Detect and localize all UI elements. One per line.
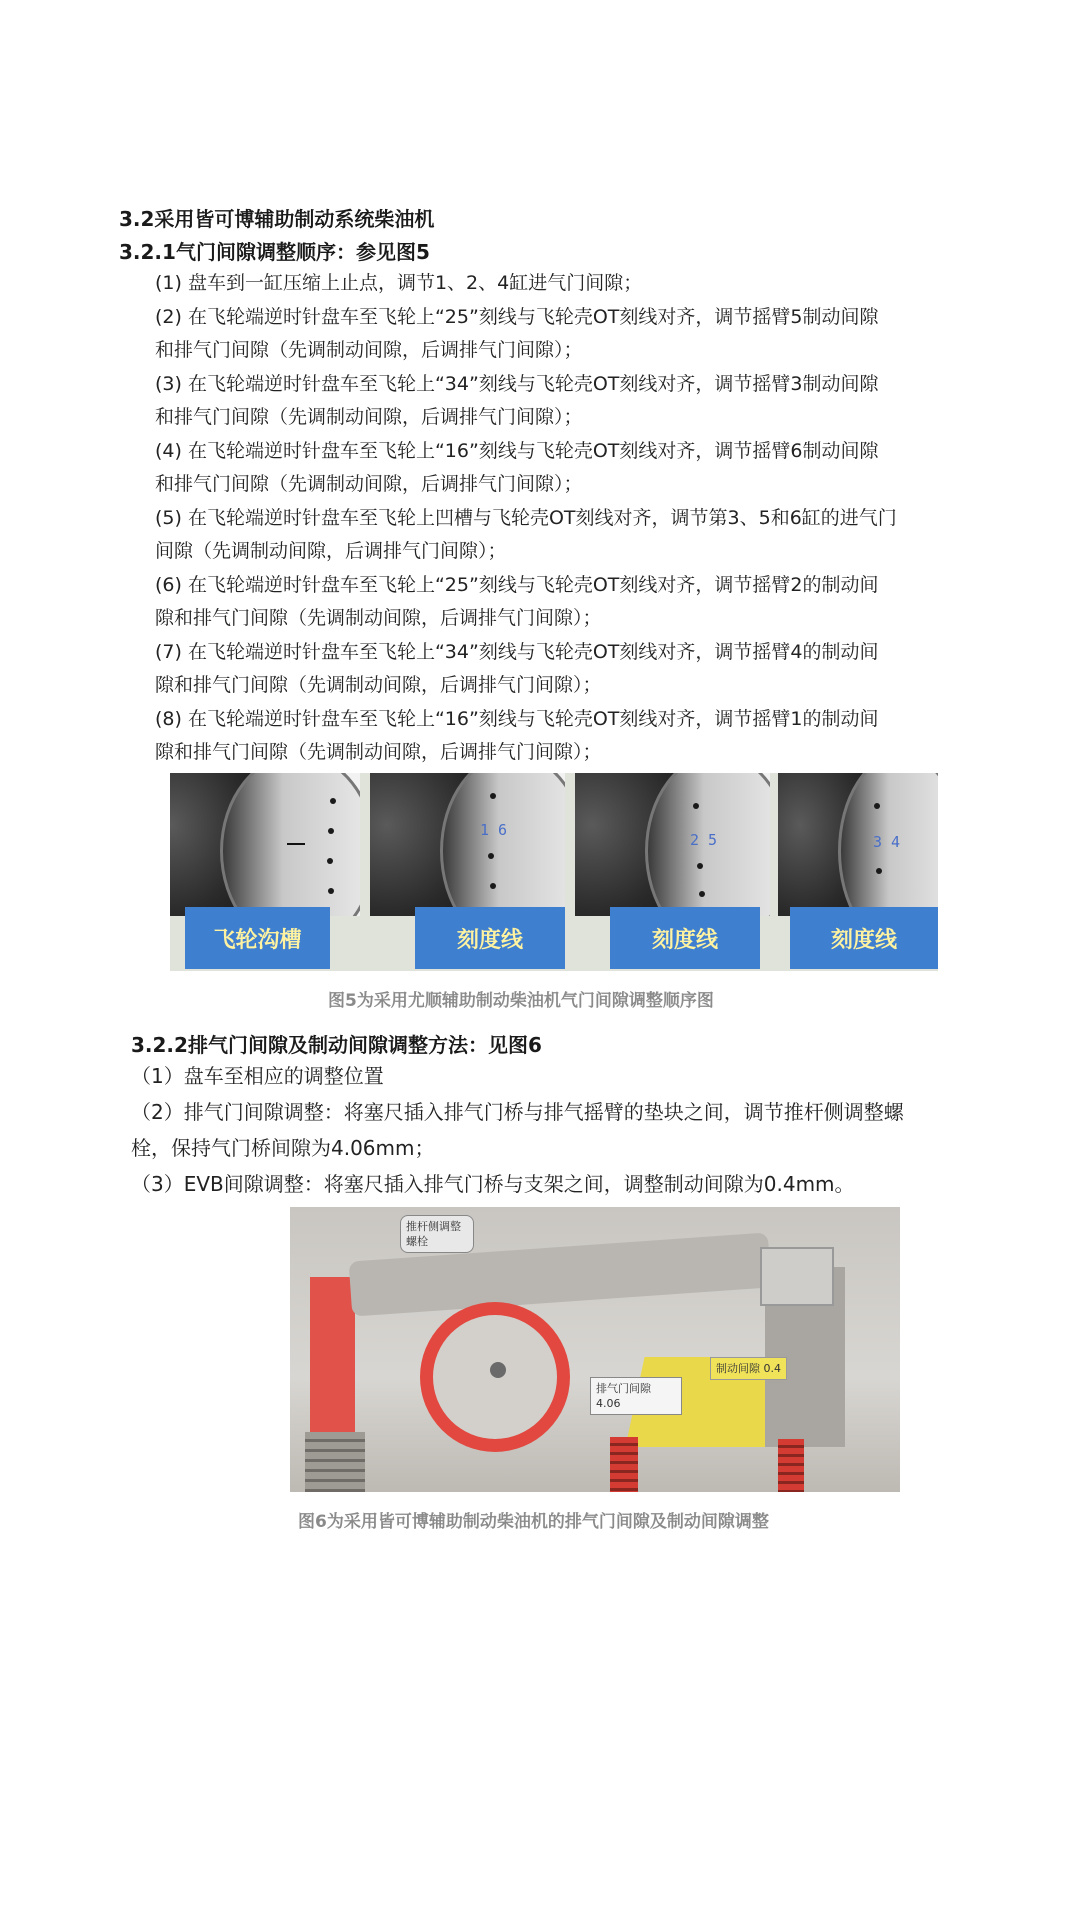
callout-exhaust-clearance: 排气门间隙 4.06: [590, 1377, 682, 1415]
scale-mark-25: 2 5: [690, 831, 718, 849]
step-line: (6) 在飞轮端逆时针盘车至飞轮上“25”刻线与飞轮壳OT刻线对齐，调节摇臂2的制动间: [155, 574, 879, 596]
step-line: (3) 在飞轮端逆时针盘车至飞轮上“34”刻线与飞轮壳OT刻线对齐，调节摇臂3制动间隙: [155, 373, 879, 395]
subsection-heading-321: 3.2.1气门间隙调整顺序：参见图5: [119, 240, 430, 264]
step-line: (7) 在飞轮端逆时针盘车至飞轮上“34”刻线与飞轮壳OT刻线对齐，调节摇臂4的制动间: [155, 641, 879, 663]
method-line: （3）EVB间隙调整：将塞尺插入排气门桥与支架之间，调整制动间隙为0.4mm。: [131, 1172, 855, 1196]
step-line: 隙和排气门间隙（先调制动间隙，后调排气门间隙）；: [155, 741, 602, 763]
method-line: 栓，保持气门桥间隙为4.06mm；: [131, 1136, 435, 1160]
step-line: 隙和排气门间隙（先调制动间隙，后调排气门间隙）；: [155, 607, 602, 629]
label-scale-line: 刻度线: [415, 907, 565, 969]
step-line: 隙和排气门间隙（先调制动间隙，后调排气门间隙）；: [155, 674, 602, 696]
section-heading: 3.2采用皆可博辅助制动系统柴油机: [119, 207, 435, 231]
label-scale-line: 刻度线: [790, 907, 938, 969]
callout-pushrod-bolt: 推杆侧调整螺栓: [400, 1215, 474, 1253]
scale-mark-16: 1 6: [480, 821, 508, 839]
step-line: (5) 在飞轮端逆时针盘车至飞轮上凹槽与飞轮壳OT刻线对齐，调节第3、5和6缸的进气门: [155, 507, 897, 529]
flywheel-panel: [575, 773, 770, 916]
spring-red: [778, 1439, 804, 1492]
step-line: (4) 在飞轮端逆时针盘车至飞轮上“16”刻线与飞轮壳OT刻线对齐，调节摇臂6制动间隙: [155, 440, 879, 462]
figure-5-flywheel-marks: [170, 773, 938, 971]
callout-brake-clearance: 制动间隙 0.4: [710, 1357, 787, 1380]
flywheel-groove: [287, 843, 305, 845]
step-line: 和排气门间隙（先调制动间隙，后调排气门间隙）；: [155, 339, 583, 361]
step-line: (2) 在飞轮端逆时针盘车至飞轮上“25”刻线与飞轮壳OT刻线对齐，调节摇臂5制动间隙: [155, 306, 879, 328]
method-line: （2）排气门间隙调整：将塞尺插入排气门桥与排气摇臂的垫块之间，调节推杆侧调整螺: [131, 1100, 904, 1124]
pivot-hole: [490, 1362, 506, 1378]
figure-6-caption: 图6为采用皆可博辅助制动柴油机的排气门间隙及制动间隙调整: [298, 1512, 769, 1532]
step-line: (8) 在飞轮端逆时针盘车至飞轮上“16”刻线与飞轮壳OT刻线对齐，调节摇臂1的制动间: [155, 708, 879, 730]
figure-5-caption: 图5为采用尤顺辅助制动柴油机气门间隙调整顺序图: [328, 991, 714, 1011]
method-line: （1）盘车至相应的调整位置: [131, 1064, 384, 1088]
step-line: (1) 盘车到一缸压缩上止点，调节1、2、4缸进气门间隙；: [155, 272, 643, 294]
evb-adjuster: [760, 1247, 834, 1306]
step-line: 间隙（先调制动间隙，后调排气门间隙）；: [155, 540, 507, 562]
subsection-heading-322: 3.2.2排气门间隙及制动间隙调整方法：见图6: [131, 1033, 542, 1057]
figure-6-valve-adjustment: [290, 1207, 900, 1492]
step-line: 和排气门间隙（先调制动间隙，后调排气门间隙）；: [155, 473, 583, 495]
flywheel-panel: [170, 773, 360, 916]
spring-red: [610, 1437, 638, 1492]
scale-mark-34: 3 4: [873, 833, 901, 851]
label-flywheel-groove: 飞轮沟槽: [185, 907, 330, 969]
step-line: 和排气门间隙（先调制动间隙，后调排气门间隙）；: [155, 406, 583, 428]
lower-spring: [305, 1432, 365, 1492]
red-bracket: [310, 1277, 355, 1447]
label-scale-line: 刻度线: [610, 907, 760, 969]
flywheel-panel: [370, 773, 565, 916]
flywheel-panel: [778, 773, 938, 916]
